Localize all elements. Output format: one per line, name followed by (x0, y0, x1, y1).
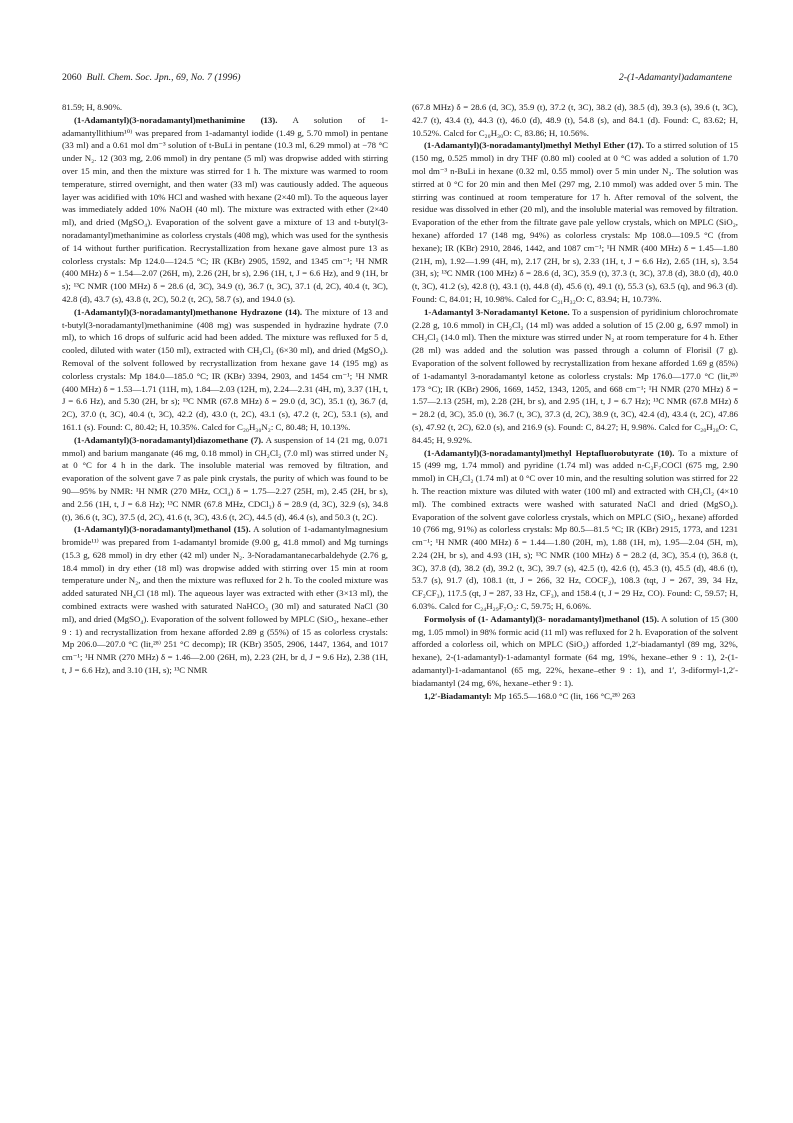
paragraph-text: A solution of 1-adamantyllithium¹⁰⁾ was prepared from 1-adamantyl iodide (1.49 g, 5.70 mmol) in pentane (33 ml) and a 0.61 mol dm⁻³ solution of t-BuLi in pentane (10.3 ml, 6.29 mmol) at −78 °C under N₂. 12 (303 mg, 2.06 mmol) in dry pentane (5 ml) was dropwise added with stirring over 15 min, and then the mixture was stirred for 1 h. The mixture was warmed to room temperature, stirred overnight, and then water (33 ml) was cautiously added. The aqueous layer was acidified with 10% HCl and washed with hexane (2×40 ml). To the aqueous layer was immediately added 10% NaOH (40 ml). The mixture was extracted with ether (2×40 ml), and dried (MgSO₄). Evaporation of the solvent gave a mixture of 13 and t-butyl(3-noradamantyl)methanimine as colorless crystals (408 mg), which was used for the synthesis of 14 without further purification. Recrystallization from hexane gave almost pure 13 as colorless crystals: Mp 124.0—124.5 °C; IR (KBr) 2905, 1592, and 1345 cm⁻¹; ¹H NMR (400 MHz) δ = 1.54—2.07 (26H, m), 2.26 (2H, br s), 2.96 (1H, t, J = 6.6 Hz), and 9 (1H, br s); ¹³C NMR (100 MHz) δ = 28.6 (d, 3C), 34.9 (t), 36.7 (t, 3C), 37.1 (d, 2C), 40.4 (t, 3C), 42.8 (d), 43.7 (s), 43.8 (t, 2C), 50.2 (t, 2C), 58.7 (s), and 194.0 (s). (62, 114, 388, 304)
header-left (62, 71, 241, 85)
paragraph-heading: (1-Adamantyl)(3-noradamantyl)methanimine (13). (74, 114, 278, 125)
paragraph-heading: (1-Adamantyl)(3-noradamantyl)methyl Heptafluorobutyrate (10). (424, 447, 675, 458)
paragraph-heading: (1-Adamantyl)(3-noradamantyl)diazomethane (7). (74, 434, 264, 445)
paragraph-text: To a mixture of 15 (499 mg, 1.74 mmol) and pyridine (1.74 ml) was added n-C₃F₇COCl (675 mg, 2.90 mmol) in CH₂Cl₂ (1.74 ml) at 0 °C over 10 min, and the resulting solution was stirred for 22 h. The reaction mixture was diluted with water (100 ml) and extracted with CH₂Cl₂ (4×10 ml). The combined extracts were washed with saturated NaCl and dried (MgSO₄). Evaporation of the solvent gave colorless crystals, which on MPLC (SiO₂, hexane) afforded 10 (766 mg, 91%) as colorless crystals: Mp 80.5—81.5 °C; IR (KBr) 2915, 1773, and 1231 cm⁻¹; ¹H NMR (400 MHz) δ = 1.44—1.80 (20H, m), 1.88 (1H, m), 1.95—2.04 (5H, m), 2.24 (2H, br s), and 4.93 (1H, s); ¹³C NMR (100 MHz) δ = 28.2 (d, 3C), 35.4 (t), 36.8 (t, 3C), 37.8 (d), 38.2 (d), 39.2 (t, 3C), 39.7 (s), 42.5 (t), 42.6 (t), 45.3 (t), 45.5 (d), 48.6 (t), 53.7 (s), 91.7 (d), 108.1 (tt, J = 266, 32 Hz, COCF₂), 108.3 (tqt, J = 267, 39, 34 Hz, CF₂CF₃), 117.5 (qt, J = 287, 33 Hz, CF₃), and 158.4 (t, J = 29 Hz, CO). Found: C, 59.57; H, 6.03%. Calcd for C₂₄H₂₉F₇O₂: C, 59.75; H, 6.06%. (412, 447, 738, 612)
paragraph (62, 434, 388, 524)
paragraph (412, 690, 738, 703)
paragraph (62, 101, 388, 114)
paragraph (412, 613, 738, 690)
paragraph (412, 139, 738, 305)
paragraph-heading: 1-Adamantyl 3-Noradamantyl Ketone. (424, 306, 570, 317)
paragraph (412, 306, 738, 447)
paragraph-text: 81.59; H, 8.90%. (62, 102, 123, 112)
paragraph (412, 447, 738, 613)
paragraph-text: (67.8 MHz) δ = 28.6 (d, 3C), 35.9 (t), 37.2 (t, 3C), 38.2 (d), 38.5 (d), 39.3 (s), 39.6 (t, 3C), 42.7 (t), 43.4 (t), 44.3 (t), 46.0 (d), 48.9 (t), 54.8 (s), and 84.1 (d). Found: C, 83.62; H, 10.52%. Calcd for C₂₀H₃₀O: C, 83.86; H, 10.56%. (412, 102, 738, 138)
paragraph (62, 523, 388, 677)
paragraph (62, 306, 388, 434)
right-column (412, 101, 738, 702)
paragraph-text: A suspension of 14 (21 mg, 0.071 mmol) and barium manganate (46 mg, 0.18 mmol) in CH₂Cl₂ (7.0 ml) was stirred under N₂ at 0 °C for 4 h in the dark. The insoluble material was removed by filtration, and evaporation of the solvent gave 7 as pale pink crystals, the purity of which was found to be 90—95% by NMR: ¹H NMR (270 MHz, CCl₄) δ = 1.75—2.27 (25H, m), 2.45 (2H, br s), and 2.56 (1H, t, J = 6.8 Hz); ¹³C NMR (67.8 MHz, CDCl₃) δ = 28.9 (d, 3C), 32.9 (s), 34.8 (t), 36.6 (t, 3C), 37.5 (d, 2C), 41.6 (t, 3C), 43.6 (t, 2C), 44.5 (d), 46.4 (s), and 50.3 (t, 2C). (62, 434, 388, 522)
paragraph-text: Mp 165.5—168.0 °C (lit, 166 °C,²⁸⁾ 263 (493, 690, 636, 701)
paragraph (62, 114, 388, 306)
paragraph-text: A solution of 1-adamantylmagnesium bromide¹¹⁾ was prepared from 1-adamantyl bromide (9.00 g, 41.8 mmol) and Mg turnings (15.3 g, 628 mmol) in dry ether (42 ml) under N₂. 3-Noradamantanecarbaldehyde (2.76 g, 18.4 mmol) in dry ether (18 ml) was dropwise added with stirring over 15 min at room temperature under N₂, and then the mixture was refluxed for 2 h. To the cooled mixture was added saturated NH₄Cl (18 ml). The aqueous layer was extracted with ether (3×13 ml), the combined extracts were washed with saturated NaHCO₃ (30 ml) and saturated NaCl (30 ml), and dried (MgSO₄). Evaporation of the solvent followed by MPLC (SiO₂, hexane–ether 9 : 1) and recrystallization from hexane afforded 2.89 g (55%) of 15 as colorless crystals: Mp 206.0—207.0 °C (lit,²⁸⁾ 251 °C decomp); IR (KBr) 3505, 2906, 1447, 1364, and 1017 cm⁻¹; ¹H NMR (270 MHz) δ = 1.46—2.00 (26H, m), 2.23 (2H, br d, J = 9.6 Hz), 2.38 (1H, t, J = 6.6 Hz), and 3.10 (1H, s); ¹³C NMR (62, 524, 388, 676)
journal-citation: Bull. Chem. Soc. Jpn., 69, No. 7 (1996) (86, 72, 241, 83)
paragraph (412, 101, 738, 139)
paragraph-text: A solution of 15 (300 mg, 1.05 mmol) in 98% formic acid (11 ml) was refluxed for 2 h. Evaporation of the solvent afforded a colorless oil, which on MPLC (SiO₂) afforded 1,2′-biadamantyl (89 mg, 32%, hexane), 2-(1-adamantyl)-1-adamantyl formate (64 mg, 19%, hexane–ether 9 : 1), 2-(1-adamantyl)-1-adamantanol (65 mg, 22%, hexane–ether 9 : 1), and 1′, 3-diformyl-1,2′-biadamantyl (24 mg, 6%, hexane–ether 9 : 1). (412, 613, 738, 688)
paragraph-heading: (1-Adamantyl)(3-noradamantyl)methyl Methyl Ether (17). (424, 140, 644, 151)
paragraph-text: To a stirred solution of 15 (150 mg, 0.525 mmol) in dry THF (0.80 ml) cooled at 0 °C was added a solution of 1.70 mol dm⁻³ n-BuLi in hexane (0.32 ml, 0.55 mmol) over 5 min under N₂. The solution was stirred at 0 °C for 20 min and then MeI (297 mg, 2.10 mmol) was added over 5 min. The stirring was continued at room temperature for 17 h. After removal of the solvent, the residue was dissolved in ether (20 ml), and the insoluble material was removed by filtration. Evaporation of the ether from the filtrate gave pale yellow crystals, which on MPLC (SiO₂, hexane) afforded 17 (148 mg, 94%) as colorless crystals: Mp 108.0—109.5 °C (from hexane); IR (KBr) 2910, 2846, 1442, and 1087 cm⁻¹; ¹H NMR (400 MHz) δ = 1.45—1.80 (21H, m), 1.92—1.99 (4H, m), 2.17 (2H, br s), 2.33 (1H, t, J = 6.6 Hz), 2.65 (1H, s), 3.54 (3H, s); ¹³C NMR (100 MHz) δ = 28.6 (d, 3C), 35.9 (t), 37.3 (t, 3C), 37.8 (d), 38.0 (d), 40.0 (t, 3C), 41.2 (s), 42.8 (t), 43.1 (t), 44.8 (d), 45.6 (t), 49.1 (t), 55.3 (s), 63.5 (q), and 96.3 (d). Found: C, 84.01; H, 10.98%. Calcd for C₂₁H₃₂O: C, 83.94; H, 10.73%. (412, 140, 738, 304)
page-header (62, 71, 732, 85)
running-title: 2-(1-Adamantyl)adamantene (618, 72, 732, 83)
paragraph-heading: Formolysis of (1- Adamantyl)(3- noradamantyl)methanol (15). (424, 613, 660, 624)
paragraph-heading: (1-Adamantyl)(3-noradamantyl)methanone Hydrazone (14). (74, 306, 303, 317)
paragraph-text: The mixture of 13 and t-butyl(3-noradamantyl)methanimine (408 mg) was suspended in hydrazine hydrate (7.0 ml), to which 16 drops of sulfuric acid had been added. The mixture was refluxed for 5 d, cooled, diluted with water (150 ml), extracted with CH₂Cl₂ (6×30 ml), and dried (MgSO₄). Removal of the solvent followed by recrystallization from hexane gave 14 (195 mg) as colorless crystals: Mp 184.0—185.0 °C; IR (KBr) 3394, 2903, and 1454 cm⁻¹; ¹H NMR (400 MHz) δ = 1.53—1.71 (11H, m), 1.84—2.03 (12H, m), 2.24—2.31 (4H, m), 3.37 (1H, t, J = 6.6 Hz), and 5.30 (2H, br s); ¹³C NMR (67.8 MHz) δ = 29.0 (d, 3C), 35.1 (t), 36.7 (d, 2C), 37.0 (t, 3C), 40.4 (t, 3C), 42.2 (d), 43.0 (t, 2C), 43.1 (s), 47.2 (t, 2C), 53.1 (s), and 161.1 (s). Found: C, 80.42; H, 10.35%. Calcd for C₂₀H₃₀N₂: C, 80.48; H, 10.13%. (62, 306, 389, 432)
paragraph-text: To a suspension of pyridinium chlorochromate (2.28 g, 10.6 mmol) in CH₂Cl₂ (14 ml) was added a solution of 15 (2.00 g, 6.97 mmol) in CH₂Cl₂ (14.0 ml). Then the mixture was stirred under N₂ at room temperature for 4 h. Ether (28 ml) was added and the solution was passed through a column of Florisil (7 g). Evaporation of the solvent followed by recrystallization from hexane afforded 1.69 g (85%) of 1-adamantyl 3-noradamantyl ketone as colorless crystals: Mp 176.0—177.0 °C (lit,²⁸⁾ 173 °C); IR (KBr) 2906, 1669, 1452, 1343, 1205, and 668 cm⁻¹; ¹H NMR (270 MHz) δ = 1.57—2.13 (25H, m), 2.28 (2H, br s), and 2.95 (1H, t, J = 6.7 Hz); ¹³C NMR (67.8 MHz) δ = 28.2 (d, 3C), 35.0 (t), 36.7 (t, 3C), 37.3 (d, 2C), 38.9 (t, 3C), 42.4 (d), 43.4 (t, 2C), 47.86 (s), 47.92 (t, 2C), 62.0 (s), and 216.9 (s). Found: C, 84.27; H, 9.98%. Calcd for C₂₀H₂₈O: C, 84.45; H, 9.92%. (412, 306, 738, 445)
paragraph-heading: (1-Adamantyl)(3-noradamantyl)methanol (15). (74, 524, 251, 535)
left-column (62, 101, 388, 677)
page-number: 2060 (62, 72, 82, 83)
paragraph-heading: 1,2′-Biadamantyl: (424, 690, 492, 701)
